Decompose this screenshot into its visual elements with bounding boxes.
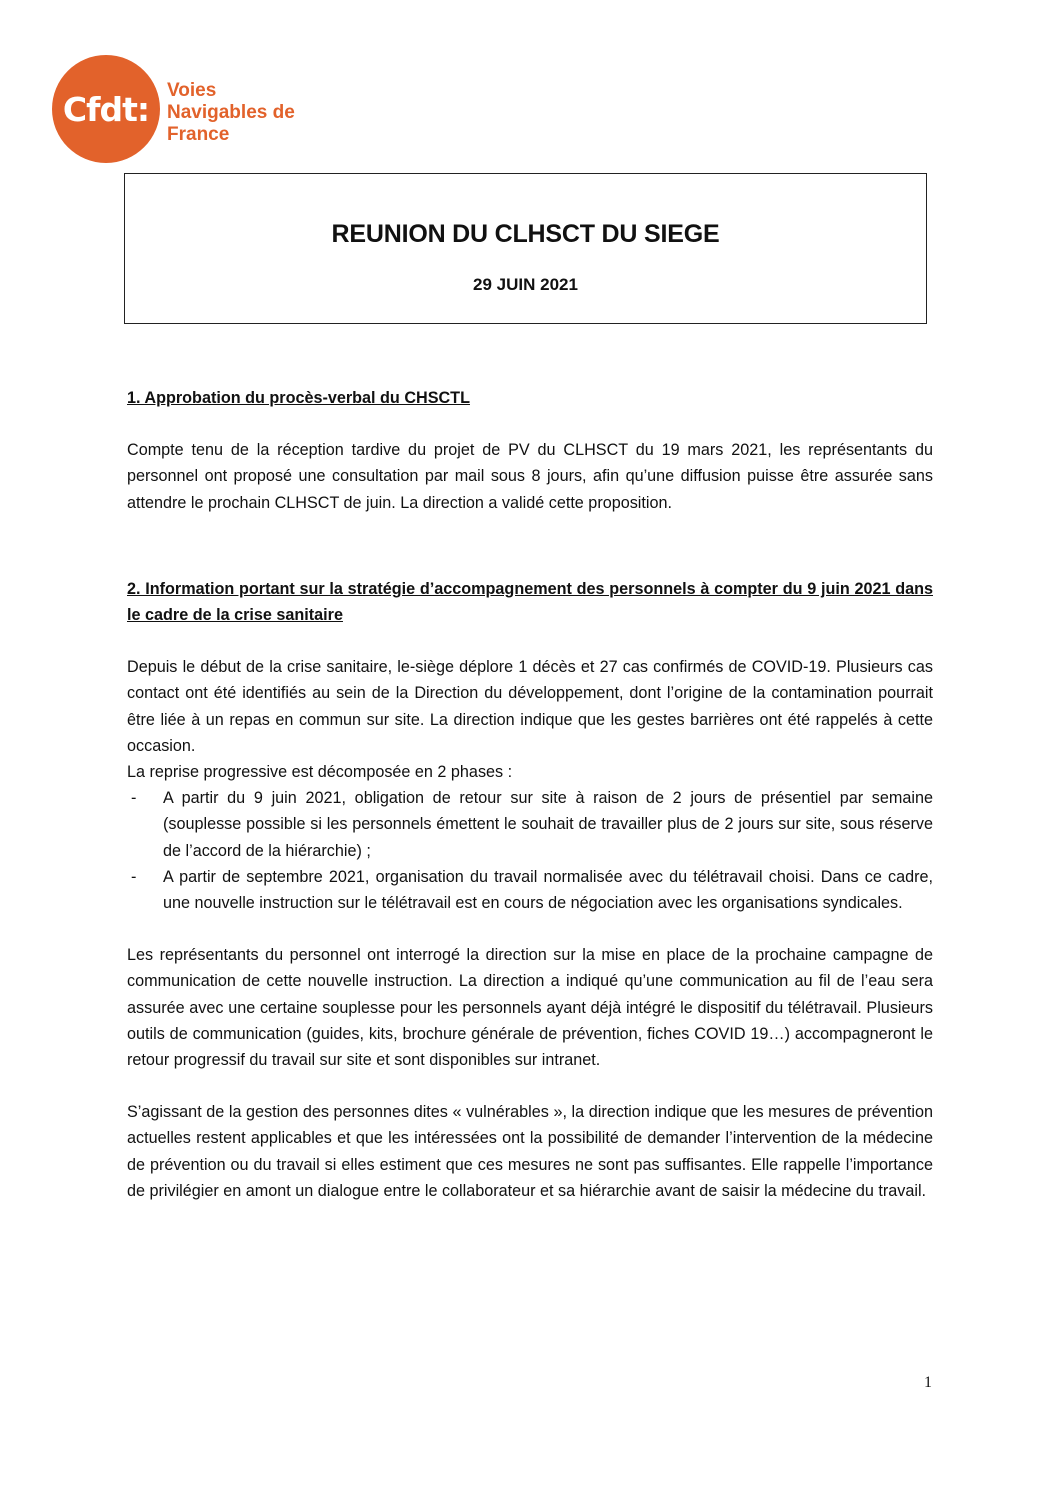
bullet-dash: -	[131, 789, 137, 808]
paragraph: Compte tenu de la réception tardive du projet de PV du CLHSCT du 19 mars 2021, les représentants du personnel ont proposé une consultation par mail sous 8 jours, afin qu’une diffusion puisse être assurée sans attendre le prochain CLHSCT de juin. La direction a validé cette proposition.	[127, 441, 933, 512]
paragraph: Les représentants du personnel ont interrogé la direction sur la mise en place de la prochaine campagne de communication de cette nouvelle instruction. La direction a indiqué qu’une communication au fil de l’eau sera assurée avec une certaine souplesse pour les personnels ayant déjà intégré le dispositif du télétravail. Plusieurs outils de communication (guides, kits, brochure générale de prévention, fiches COVID 19…) accompagneront le retour progressif du travail sur site et sont disponibles sur intranet.	[127, 946, 933, 1070]
title-box	[124, 173, 927, 324]
bullet-dash: -	[131, 867, 137, 886]
organization-name	[167, 80, 295, 146]
organization-name-line: France	[167, 124, 230, 145]
organization-name-line: Voies	[167, 80, 217, 101]
list-item	[127, 864, 933, 916]
cfdt-logo	[52, 55, 160, 163]
list-item	[127, 785, 933, 864]
cfdt-logo-mark: Cfdt:	[62, 89, 150, 129]
paragraph: Depuis le début de la crise sanitaire, le-siège déplore 1 décès et 27 cas confirmés de COVID-19. Plusieurs cas contact ont été identifiés au sein de la Direction du développement, dont l’origine de la contamination pourrait être liée à un repas en commun sur site. La direction indique que les gestes barrières ont été rappelés à cette occasion.	[127, 658, 933, 755]
organization-name-line: Navigables de	[167, 102, 295, 123]
section-heading: 2. Information portant sur la stratégie d’accompagnement des personnels à compter du 9 juin 2021 dans le cadre de la crise sanitaire	[127, 579, 933, 625]
document-date: 29 JUIN 2021	[473, 275, 578, 294]
document-body	[127, 385, 933, 1204]
section-heading: 1. Approbation du procès-verbal du CHSCTL	[127, 389, 470, 407]
page-number: 1	[924, 1374, 932, 1391]
list-item-text: A partir du 9 juin 2021, obligation de retour sur site à raison de 2 jours de présentiel par semaine (souplesse possible si les personnels émettent le souhait de travailler plus de 2 jours sur site, sous réserve de l’accord de la hiérarchie) ;	[163, 789, 933, 860]
list-intro: La reprise progressive est décomposée en 2 phases :	[127, 763, 513, 782]
phase-list	[127, 785, 933, 916]
list-item-text: A partir de septembre 2021, organisation du travail normalisée avec du télétravail choisi. Dans ce cadre, une nouvelle instruction sur le télétravail est en cours de négociation avec les organisations syndicales.	[163, 867, 933, 913]
document-title: REUNION DU CLHSCT DU SIEGE	[331, 220, 720, 248]
paragraph: S’agissant de la gestion des personnes dites « vulnérables », la direction indique que les mesures de prévention actuelles restent applicables et que les intéressées ont la possibilité de demander l’intervention de la médecine de prévention ou du travail si elles estiment que ces mesures ne sont pas suffisantes. Elle rappelle l’importance de privilégier en amont un dialogue entre le collaborateur et sa hiérarchie avant de saisir la médecine du travail.	[127, 1103, 933, 1200]
